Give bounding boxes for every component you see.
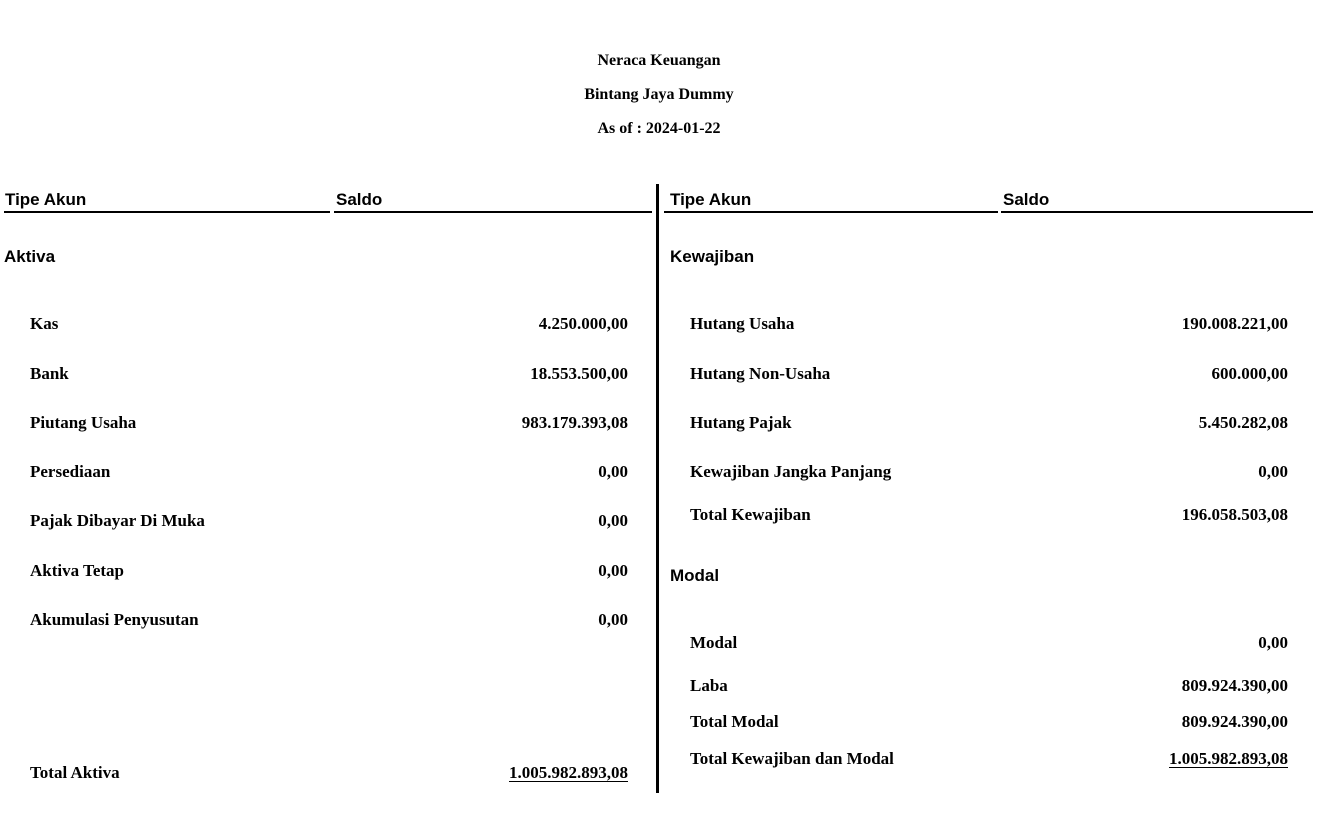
company-name: Bintang Jaya Dummy	[584, 86, 734, 103]
row-value: 0,00	[1258, 462, 1288, 481]
grand-total-value: 1.005.982.893,08	[1169, 749, 1288, 768]
left-header-rule-type	[4, 211, 330, 213]
right-header-rule-balance	[1001, 211, 1313, 213]
row-value: 0,00	[598, 610, 628, 629]
row-value: 983.179.393,08	[521, 413, 628, 432]
row-value: 4.250.000,00	[538, 314, 628, 333]
section-modal: Modal	[670, 566, 720, 585]
total-kewajiban-value: 196.058.503,08	[1181, 505, 1288, 524]
left-header-account-type: Tipe Akun	[5, 190, 87, 209]
section-aktiva: Aktiva	[4, 247, 56, 266]
section-kewajiban: Kewajiban	[670, 247, 755, 266]
row-label: Persediaan	[30, 462, 111, 481]
row-value: 0,00	[598, 462, 628, 481]
row-label: Modal	[690, 633, 738, 652]
report-date: As of : 2024-01-22	[597, 120, 721, 137]
row-value: 18.553.500,00	[530, 364, 628, 383]
row-label: Piutang Usaha	[30, 413, 137, 432]
row-label: Hutang Non-Usaha	[690, 364, 831, 383]
left-header-balance: Saldo	[336, 190, 383, 209]
row-value: 0,00	[598, 511, 628, 530]
column-divider	[656, 184, 659, 793]
right-header-rule-type	[664, 211, 998, 213]
left-header-rule-balance	[334, 211, 652, 213]
row-label: Hutang Usaha	[690, 314, 795, 333]
right-header-balance: Saldo	[1003, 190, 1050, 209]
row-label: Laba	[690, 676, 728, 695]
total-kewajiban-label: Total Kewajiban	[690, 505, 811, 524]
row-value: 190.008.221,00	[1181, 314, 1288, 333]
row-label: Pajak Dibayar Di Muka	[30, 511, 205, 530]
grand-total-label: Total Kewajiban dan Modal	[690, 749, 894, 768]
row-value: 809.924.390,00	[1181, 676, 1288, 695]
row-label: Kewajiban Jangka Panjang	[690, 462, 892, 481]
row-value: 5.450.282,08	[1198, 413, 1288, 432]
total-aktiva-value: 1.005.982.893,08	[509, 763, 628, 782]
row-label: Hutang Pajak	[690, 413, 792, 432]
row-value: 600.000,00	[1211, 364, 1288, 383]
row-label: Aktiva Tetap	[30, 561, 124, 580]
row-value: 0,00	[598, 561, 628, 580]
total-modal-label: Total Modal	[690, 712, 779, 731]
row-label: Kas	[30, 314, 59, 333]
row-value: 0,00	[1258, 633, 1288, 652]
row-label: Bank	[30, 364, 69, 383]
right-header-account-type: Tipe Akun	[670, 190, 752, 209]
report-title: Neraca Keuangan	[597, 52, 721, 69]
row-label: Akumulasi Penyusutan	[30, 610, 199, 629]
total-modal-value: 809.924.390,00	[1181, 712, 1288, 731]
total-aktiva-label: Total Aktiva	[30, 763, 120, 782]
